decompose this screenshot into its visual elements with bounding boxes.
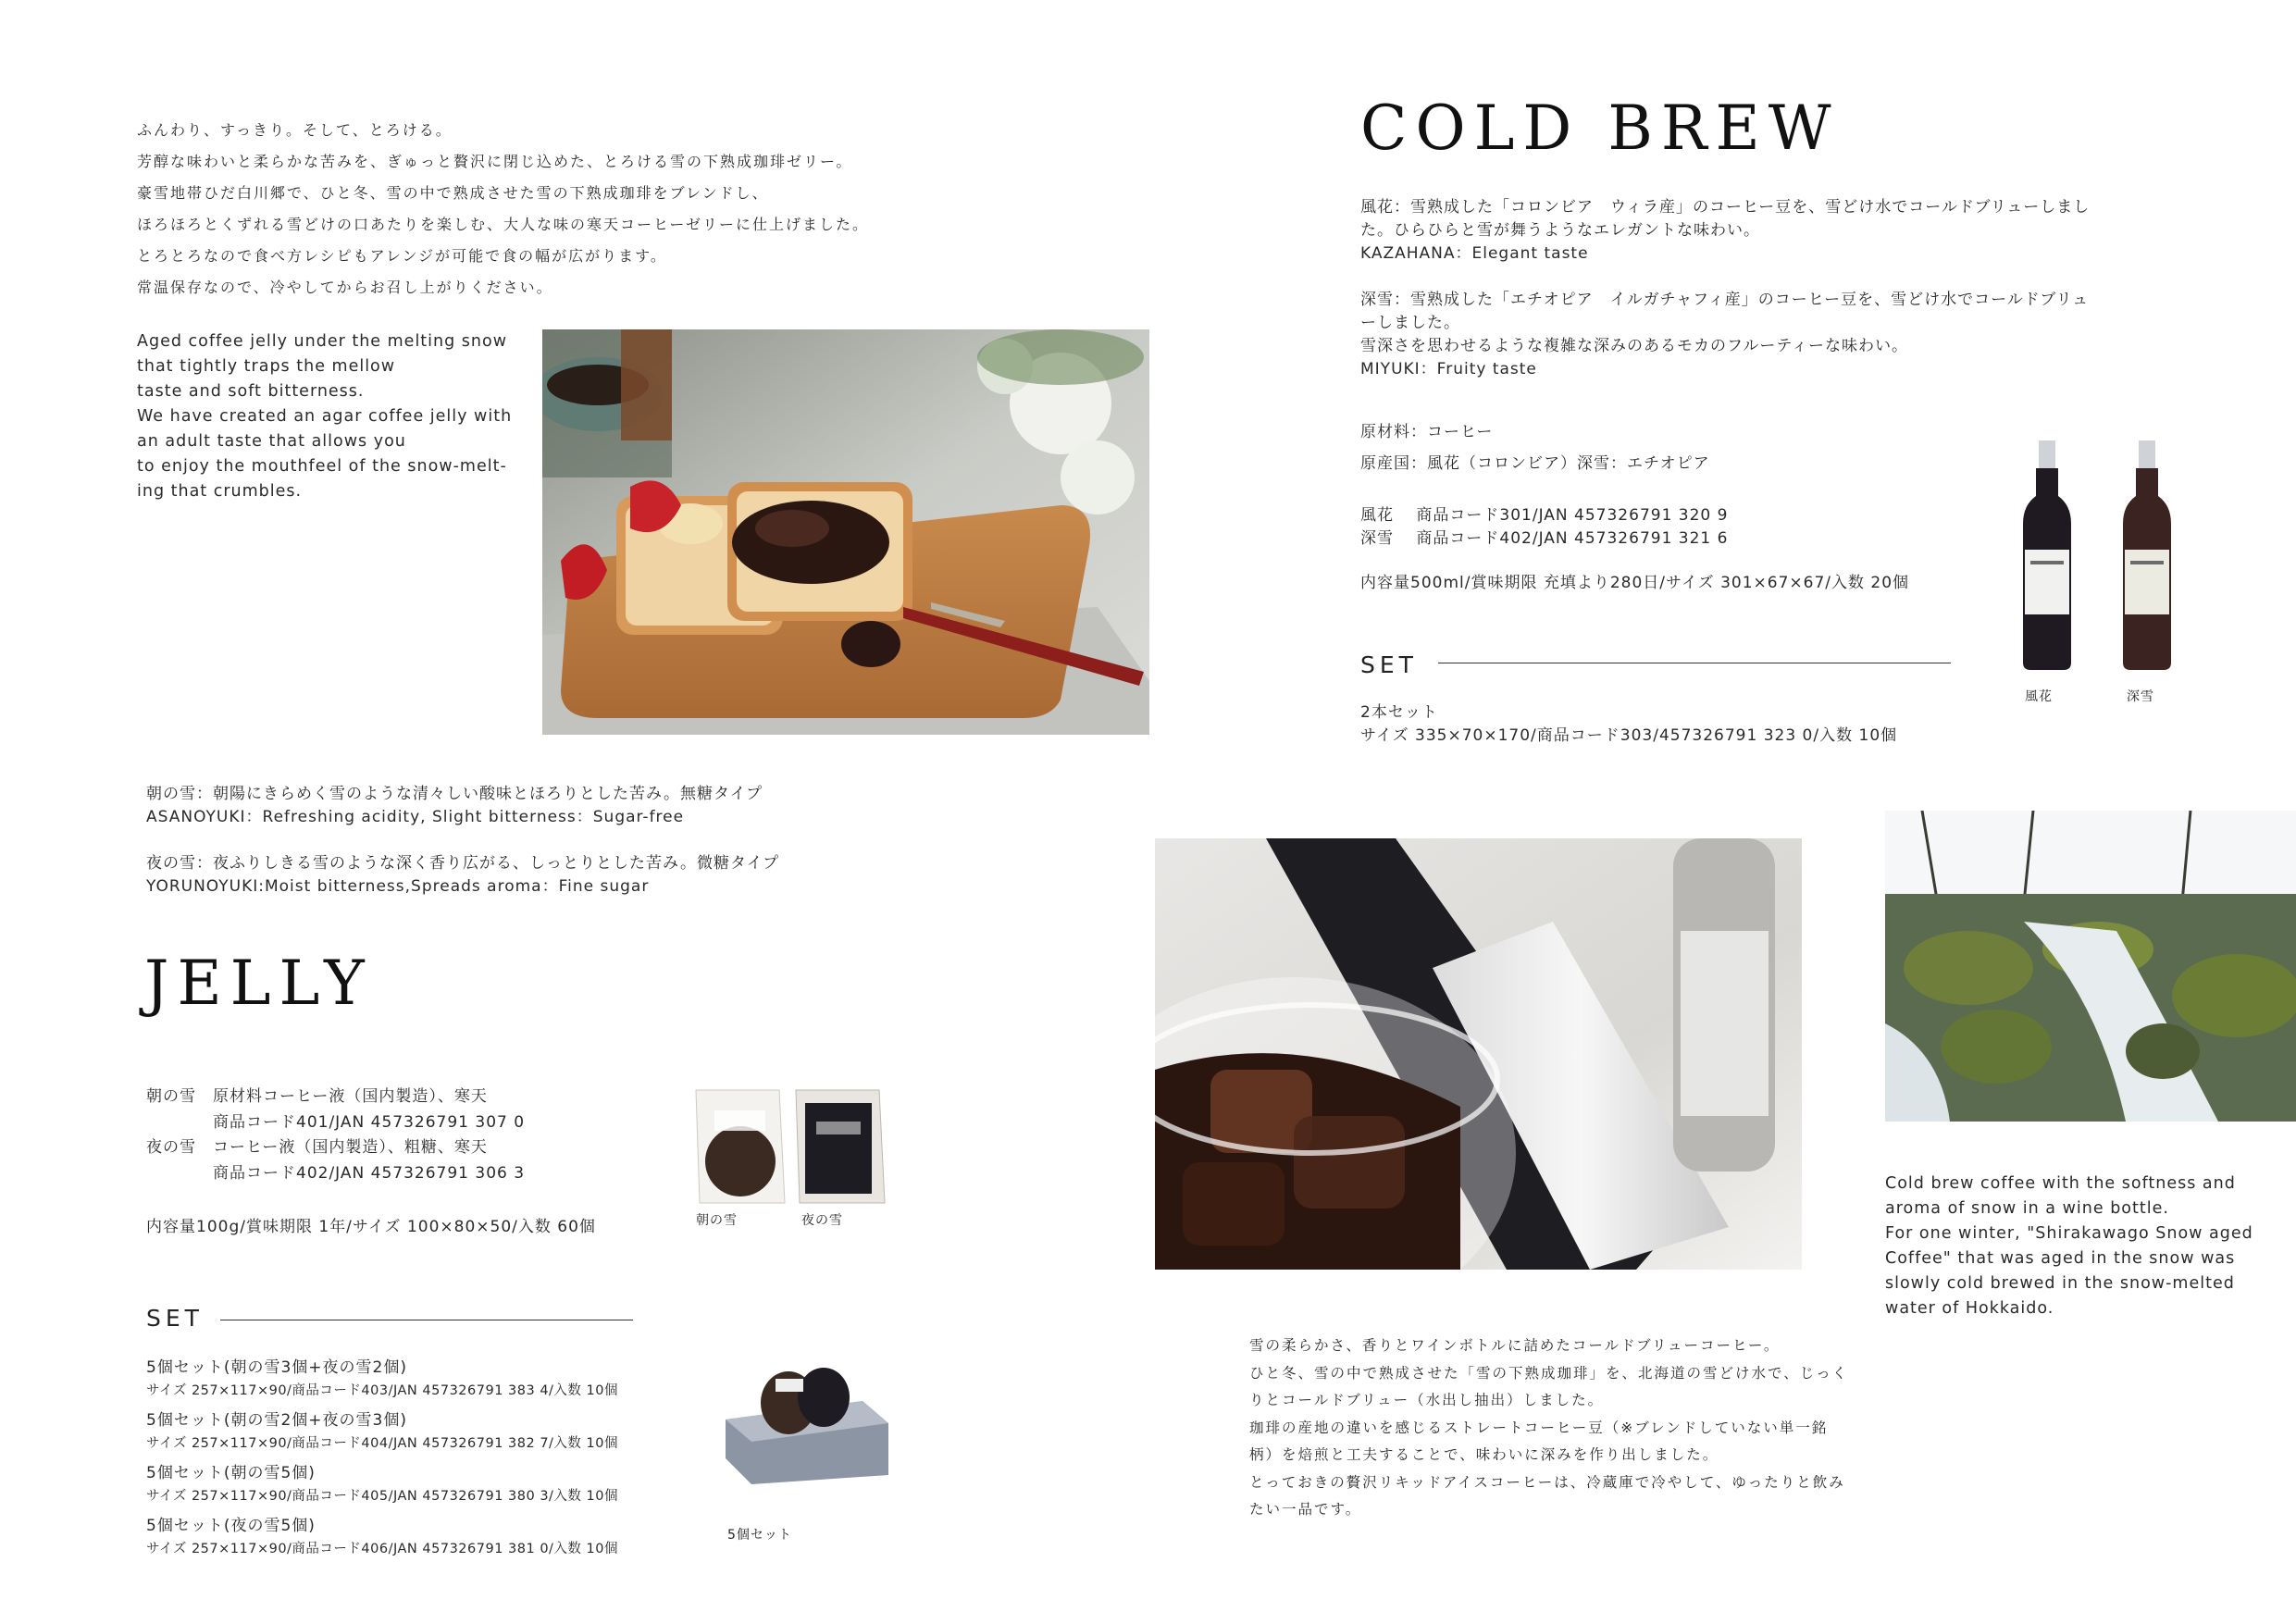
spec-line: 商品コード402/JAN 457326791 306 3	[146, 1163, 526, 1183]
spec-line: 夜の雪 コーヒー液（国内製造）、粗糖、寒天	[146, 1138, 488, 1157]
set-item-detail: サイズ 257×117×90/商品コード406/JAN 457326791 381 0/入数 10個	[146, 1542, 618, 1556]
text-line: ひと冬、雪の中で熟成させた「雪の下熟成珈琲」を、北海道の雪どけ水で、じっく	[1249, 1364, 1849, 1382]
product-label-yorunoyuki: 夜の雪	[801, 1213, 843, 1228]
text-line: たい一品です。	[1249, 1501, 1362, 1518]
text-line: 雪の柔らかさ、香りとワインボトルに詰めたコールドブリューコーヒー。	[1249, 1337, 1781, 1354]
set-item	[146, 1357, 618, 1409]
set-item-detail: サイズ 257×117×90/商品コード404/JAN 457326791 382 7/入数 10個	[146, 1436, 618, 1451]
cold-brew-jp	[1249, 1333, 1848, 1524]
jelly-set-label: 5個セット	[727, 1528, 792, 1543]
code-line: 風花 商品コード301/JAN 457326791 320 9	[1360, 506, 1729, 525]
cold-brew-ingredients: 原材料：コーヒー	[1360, 423, 1494, 441]
text-line: 柄）を焙煎と工夫することで、味わいに深みを作り出しました。	[1249, 1446, 1719, 1463]
text-line: slowly cold brewed in the snow-melted	[1885, 1274, 2235, 1293]
text-line: りとコールドブリュー（水出し抽出）しました。	[1249, 1392, 1605, 1408]
text-line: Aged coffee jelly under the melting snow	[137, 332, 508, 351]
set-item-name: 5個セット(夜の雪5個)	[146, 1517, 316, 1535]
jelly-intro-jp	[137, 115, 869, 304]
set-item-name: 5個セット(朝の雪3個+夜の雪2個)	[146, 1358, 407, 1377]
text-line: KAZAHANA：Elegant taste	[1360, 244, 1589, 263]
cold-brew-capacity: 内容量500ml/賞味期限 充填より280日/サイズ 301×67×67/入数 20個	[1360, 574, 1910, 592]
text-line: 豪雪地帯ひだ白川郷で、ひと冬、雪の中で熟成させた雪の下熟成珈琲をブレンドし、	[137, 184, 769, 202]
bottle-label-kazahana: 風花	[2025, 689, 2053, 704]
text-line: Coffee" that was aged in the snow was	[1885, 1249, 2236, 1268]
text-line: ほろほろとくずれる雪どけの口あたりを楽しむ、大人な味の寒天コーヒーゼリーに仕上げました。	[137, 216, 870, 233]
text-line: 風花：雪熟成した「コロンビア ウィラ産」のコーヒー豆を、雪どけ水でコールドブリューしまし	[1360, 198, 2091, 217]
text-line: とっておきの贅沢リキッドアイスコーヒーは、冷蔵庫で冷やして、ゆったりと飲み	[1249, 1473, 1845, 1491]
jelly-flavors	[146, 783, 779, 899]
text-line: た。ひらひらと雪が舞うようなエレガントな味わい。	[1360, 221, 1760, 240]
spec-line: 商品コード401/JAN 457326791 307 0	[146, 1112, 526, 1132]
jelly-specs	[146, 1085, 525, 1186]
text-line: 深雪：雪熟成した「エチオピア イルガチャフィ産」のコーヒー豆を、雪どけ水でコールドブリュ	[1360, 291, 2090, 309]
set-item-name: 5個セット(朝の雪5個)	[146, 1464, 316, 1482]
set-item	[146, 1462, 618, 1515]
cold-brew-bottles-image	[2017, 440, 2175, 672]
text-line: For one winter, "Shirakawago Snow aged	[1885, 1224, 2253, 1243]
text-line: MIYUKI：Fruity taste	[1360, 360, 1537, 378]
set-item	[146, 1515, 618, 1568]
text-line: とろとろなので食べ方レシピもアレンジが可能で食の幅が広がります。	[137, 247, 667, 265]
text-line: 常温保存なので、冷やしてからお召し上がりください。	[137, 279, 553, 296]
text-line: ーしました。	[1360, 314, 1460, 332]
text-line: We have created an agar coffee jelly with	[137, 407, 513, 426]
flavor-yorunoyuki-jp: 夜の雪：夜ふりしきる雪のような深く香り広がる、しっとりとした苦み。微糖タイプ	[146, 854, 780, 873]
jelly-toast-photo	[542, 329, 1149, 735]
set-item-detail: サイズ 257×117×90/商品コード405/JAN 457326791 380 3/入数 10個	[146, 1489, 618, 1504]
flavor-yorunoyuki-en: YORUNOYUKI:Moist bitterness,Spreads aroma：Fine sugar	[146, 877, 650, 896]
cold-brew-set-details	[1360, 701, 1897, 748]
set-item-name: 5個セット(朝の雪2個+夜の雪3個)	[146, 1411, 407, 1430]
flavor-asanoyuki-en: ASANOYUKI：Refreshing acidity, Slight bitterness：Sugar-free	[146, 808, 685, 826]
cold-brew-set-title: SET	[1360, 651, 1418, 678]
text-line: an adult taste that allows you	[137, 432, 406, 451]
text-line: 芳醇な味わいと柔らかな苦みを、ぎゅっと贅沢に閉じ込めた、とろける雪の下熟成珈琲ゼリー。	[137, 153, 853, 170]
set-line: 2本セット	[1360, 703, 1438, 722]
snow-stream-photo	[1885, 811, 2296, 1122]
text-line: that tightly traps the mellow	[137, 357, 396, 376]
set-line: サイズ 335×70×170/商品コード303/457326791 323 0/入数 10個	[1360, 726, 1898, 745]
flavor-asanoyuki-jp: 朝の雪：朝陽にきらめく雪のような清々しい酸味とほろりとした苦み。無糖タイプ	[146, 785, 763, 803]
text-line: 雪深さを思わせるような複雑な深みのあるモカのフルーティーな味わい。	[1360, 337, 1908, 355]
text-line: ふんわり、すっきり。そして、とろける。	[137, 121, 453, 139]
cold-brew-title: COLD BREW	[1360, 93, 1840, 164]
jelly-set-box-image	[724, 1366, 890, 1486]
jelly-intro-en	[137, 329, 512, 504]
set-item-detail: サイズ 257×117×90/商品コード403/JAN 457326791 383 4/入数 10個	[146, 1383, 618, 1398]
bottle-label-miyuki: 深雪	[2127, 689, 2154, 704]
spec-line: 朝の雪 原材料コーヒー液（国内製造）、寒天	[146, 1087, 488, 1106]
set-item	[146, 1409, 618, 1462]
product-label-asanoyuki: 朝の雪	[696, 1213, 738, 1228]
text-line: Cold brew coffee with the softness and	[1885, 1174, 2236, 1193]
text-line: taste and soft bitterness.	[137, 382, 365, 401]
text-line: ing that crumbles.	[137, 482, 303, 501]
cold-brew-description	[1360, 196, 2090, 381]
text-line: to enjoy the mouthfeel of the snow-melt-	[137, 457, 507, 476]
jelly-set-title: SET	[146, 1305, 204, 1332]
jelly-pouches-image	[687, 1083, 900, 1221]
jelly-capacity: 内容量100g/賞味期限 1年/サイズ 100×80×50/入数 60個	[146, 1218, 596, 1236]
text-line: water of Hokkaido.	[1885, 1299, 2054, 1318]
cold-brew-en	[1885, 1172, 2253, 1321]
text-line: 珈琲の産地の違いを感じるストレートコーヒー豆（※ブレンドしていない単一銘	[1249, 1419, 1829, 1436]
cold-brew-glass-photo	[1155, 838, 1802, 1270]
cold-brew-origin: 原産国：風花（コロンビア）深雪：エチオピア	[1360, 454, 1710, 473]
cold-brew-codes	[1360, 504, 1728, 551]
code-line: 深雪 商品コード402/JAN 457326791 321 6	[1360, 529, 1729, 548]
jelly-title: JELLY	[144, 948, 373, 1019]
text-line: aroma of snow in a wine bottle.	[1885, 1199, 2169, 1218]
jelly-set-list	[146, 1357, 618, 1568]
